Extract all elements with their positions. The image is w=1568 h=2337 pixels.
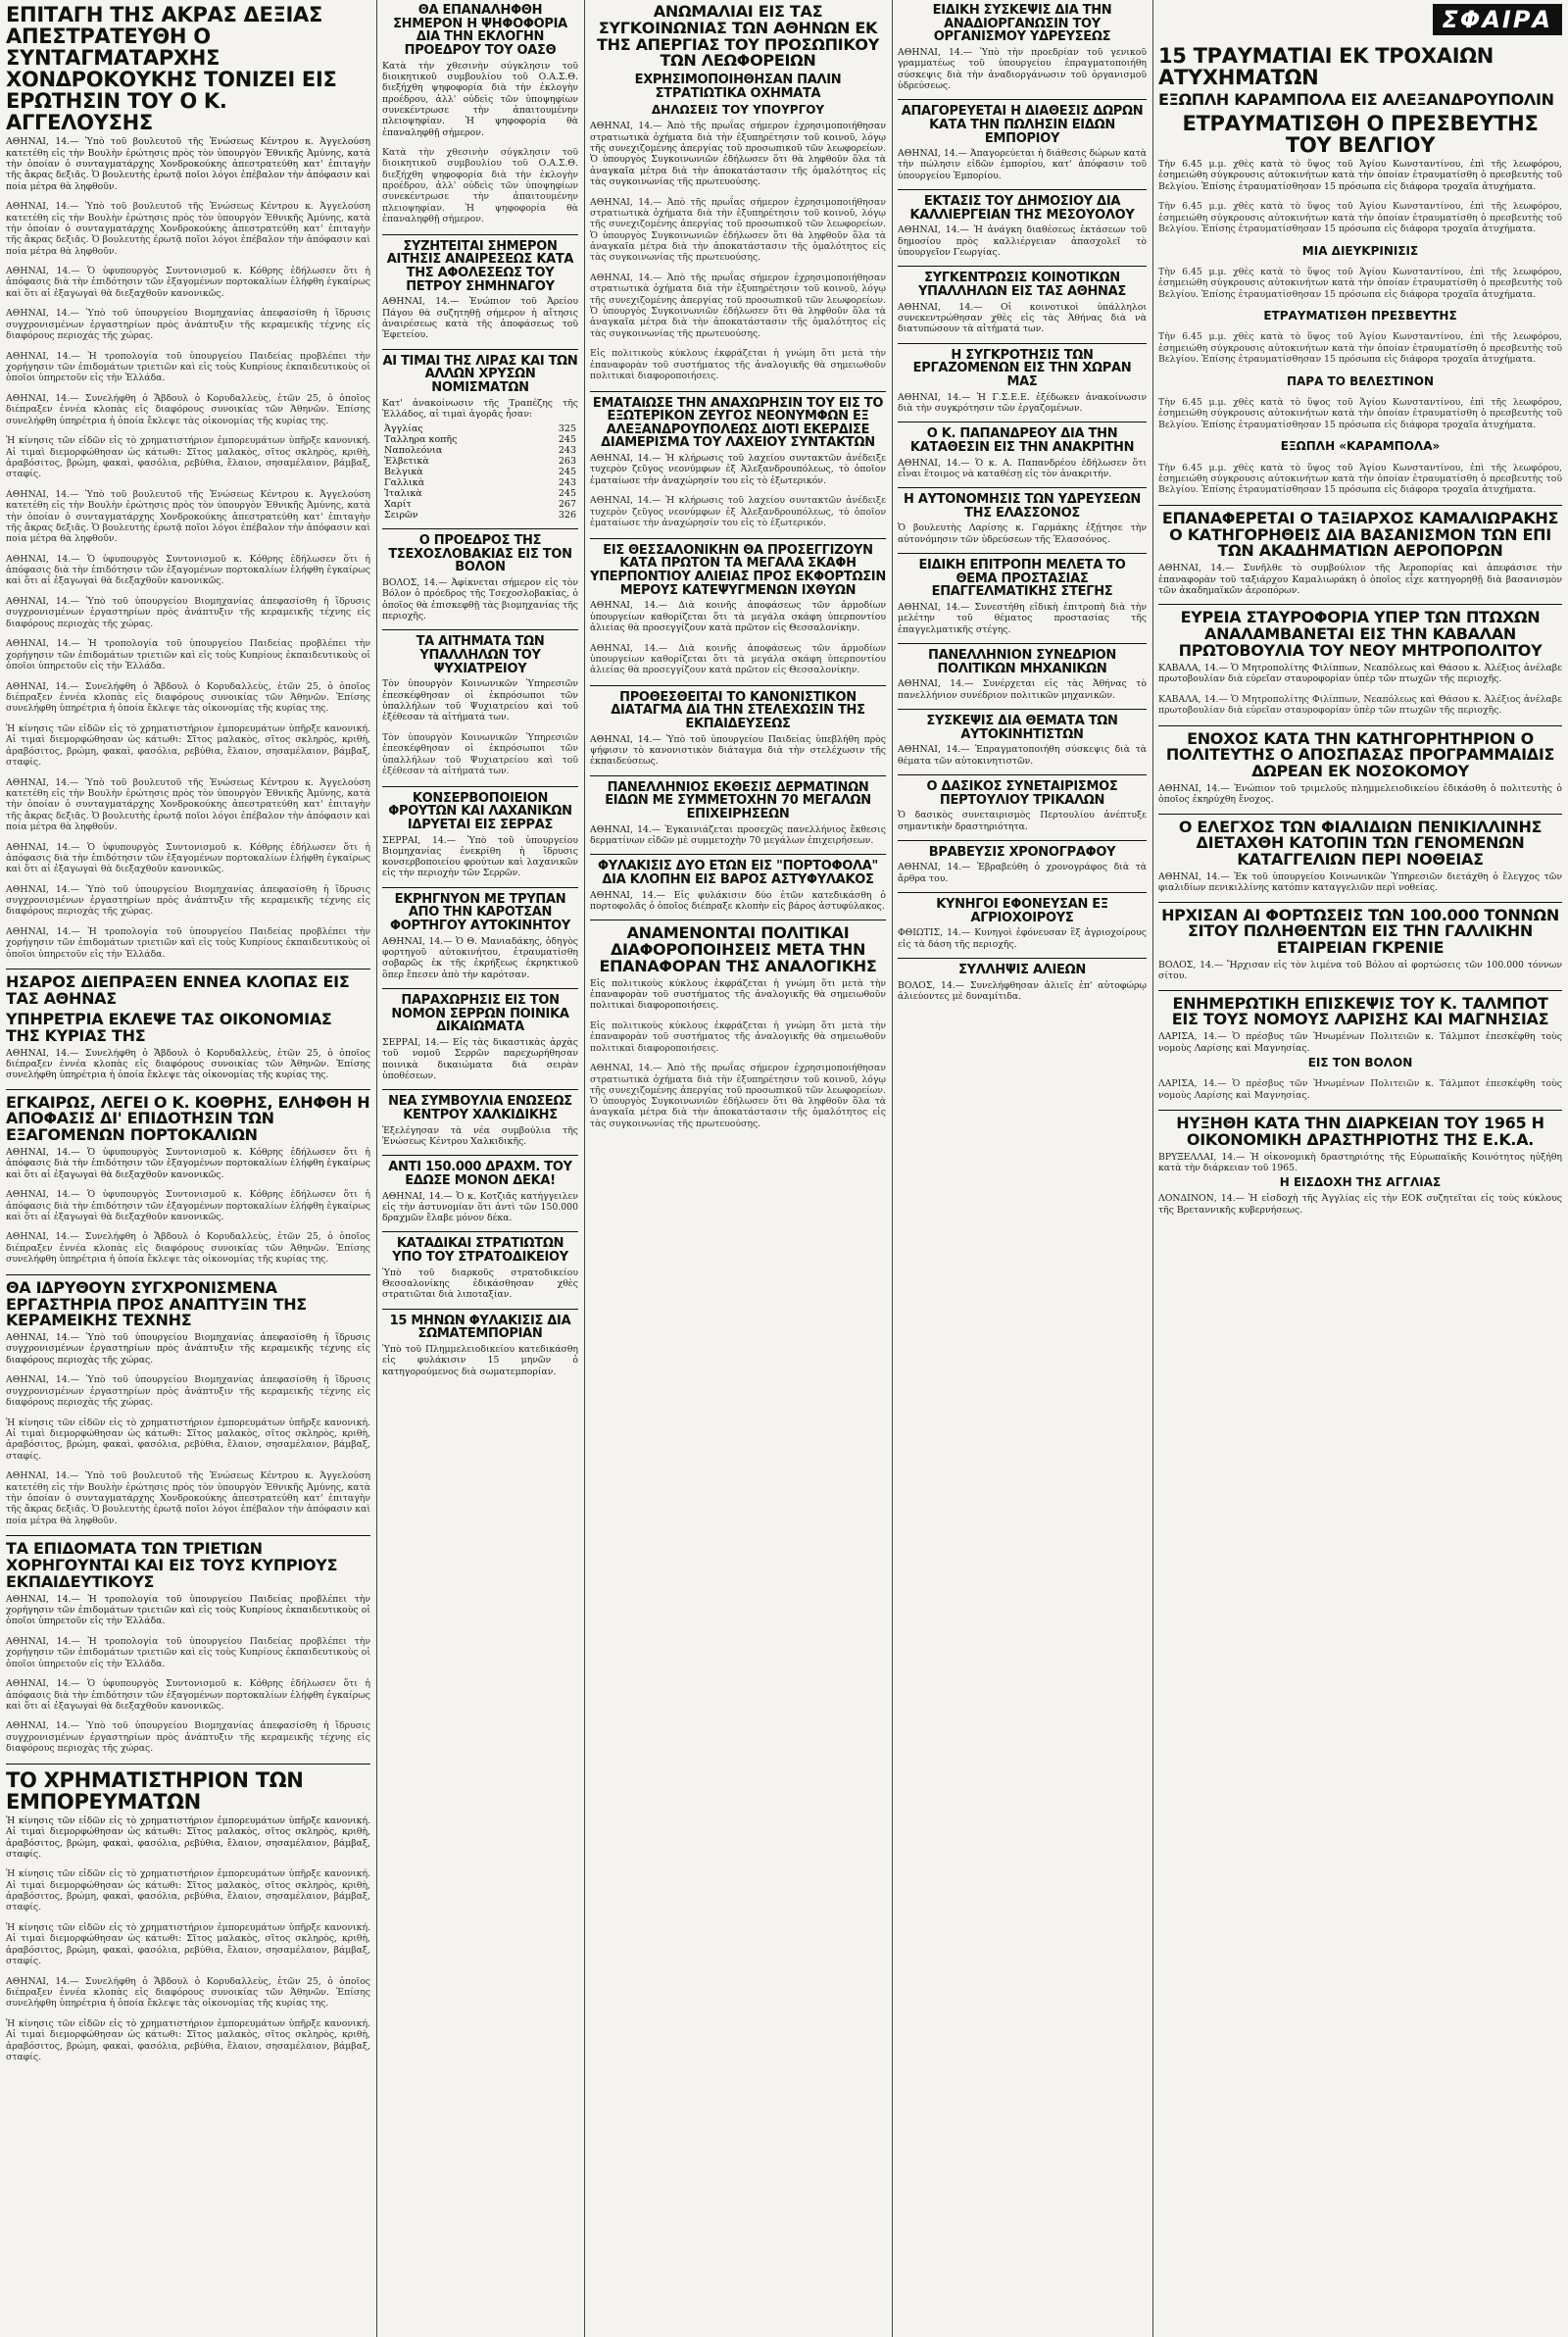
article-body: ΑΘΗΝΑΙ, 14.— Ἀπαγορεύεται ἡ διάθεσις δώρων κατὰ τὴν πώλησιν εἰδῶν ἐμπορίου, κατ' ἀπόφασιν τοῦ ὑπουργείου Ἐμπορίου. xyxy=(898,148,1147,181)
coin-price: 245 xyxy=(558,467,576,478)
article-portofolas xyxy=(590,860,886,912)
coin-price: 325 xyxy=(558,423,576,435)
article-ergazomenoi xyxy=(898,349,1147,415)
article-body-continued: ΑΘΗΝΑΙ, 14.— Ὁ ὑφυπουργὸς Συντονισμοῦ κ. Κόθρης ἐδήλωσεν ὅτι ἡ ἀπόφασις διὰ τὴν ἐπιδότησιν τῶν ἐξαγομένων πορτοκαλίων ἐλήφθη ἐγκαίρως καὶ ὅτι αἱ ἐξαγωγαὶ θὰ διεξαχθοῦν κανονικῶς. xyxy=(6,841,370,875)
headline: ΕΙΔΙΚΗ ΣΥΣΚΕΨΙΣ ΔΙΑ ΤΗΝ ΑΝΑΔΙΟΡΓΑΝΩΣΙΝ ΤΟΥ ΟΡΓΑΝΙΣΜΟΥ ΥΔΡΕΥΣΕΩΣ xyxy=(932,3,1112,45)
article-body-continued: ΑΘΗΝΑΙ, 14.— Ὁ ὑφυπουργὸς Συντονισμοῦ κ. Κόθρης ἐδήλωσεν ὅτι ἡ ἀπόφασις διὰ τὴν ἐπιδότησιν τῶν ἐξαγομένων πορτοκαλίων ἐλήφθη ἐγκαίρως καὶ ὅτι αἱ ἐξαγωγαὶ θὰ διεξαχθοῦν κανονικῶς. xyxy=(6,1189,370,1222)
headline: ΕΙΔΙΚΗ ΕΠΙΤΡΟΠΗ ΜΕΛΕΤΑ ΤΟ ΘΕΜΑ ΠΡΟΣΤΑΣΙΑΣ ΕΠΑΓΓΕΛΜΑΤΙΚΗΣ ΣΤΕΓΗΣ xyxy=(918,558,1126,600)
article-rule xyxy=(1158,725,1562,726)
article-rule xyxy=(898,643,1147,644)
article-body-continued: ΑΘΗΝΑΙ, 14.— Συνελήφθη ὁ Ἄβδουλ ὁ Κορυδαλλεὺς, ἐτῶν 25, ὁ ὁποῖος διέπραξεν ἐννέα κλοπὰς εἰς διαφόρους συνοικίας τῶν Ἀθηνῶν. Ἐπίσης συνελήφθη ὑπηρέτρια ἡ ὁποία ἔκλεψε τὰς οἰκονομίας τῆς κυρίας της. xyxy=(6,680,370,715)
article-body-continued: Ἡ κίνησις τῶν εἰδῶν εἰς τὸ χρηματιστήριον ἐμπορευμάτων ὑπῆρξε κανονική. Αἱ τιμαὶ διεμορφώθησαν ὡς κάτωθι: Σῖτος μαλακὸς, σῖτος σκληρὸς, κριθὴ, ἀραβόσιτος, βρώμη, φακαὶ, φασόλια, ρεβύθια, ἔλαιον, σησαμέλαιον, βάμβαξ, σταφίς. xyxy=(6,435,370,480)
article-rule xyxy=(898,343,1147,344)
headline: ΒΡΑΒΕΥΣΙΣ ΧΡΟΝΟΓΡΑΦΟΥ xyxy=(928,844,1116,860)
article-body: ΑΘΗΝΑΙ, 14.— Ἡ Γ.Σ.Ε.Ε. ἐξέδωκεν ἀνακοίνωσιν διὰ τὴν συγκρότησιν τῶν ἐργαζομένων. xyxy=(898,391,1147,414)
article-body-continued: ΑΘΗΝΑΙ, 14.— Ὑπὸ τοῦ ὑπουργείου Βιομηχανίας ἀπεφασίσθη ἡ ἵδρυσις συγχρονισμένων ἐργαστηρίων πρὸς ἀνάπτυξιν τῆς κεραμεικῆς τέχνης εἰς διαφόρους περιοχὰς τῆς χώρας. xyxy=(6,308,370,342)
article-rule xyxy=(898,709,1147,710)
headline: ΑΝΑΜΕΝΟΝΤΑΙ ΠΟΛΙΤΙΚΑΙ ΔΙΑΦΟΡΟΠΟΙΗΣΕΙΣ ΜΕΤΑ ΤΗΝ ΕΠΑΝΑΦΟΡΑΝ ΤΗΣ ΑΝΑΛΟΓΙΚΗΣ xyxy=(599,923,877,975)
article-body: ΛΑΡΙΣΑ, 14.— Ὁ πρέσβυς τῶν Ἡνωμένων Πολιτειῶν κ. Τάλμποτ ἐπεσκέφθη τοὺς νομοὺς Λαρίσης καὶ Μαγνησίας. xyxy=(1158,1031,1562,1054)
article-rule xyxy=(898,266,1147,267)
article-body: ΦΘΙΩΤΙΣ, 14.— Κυνηγοὶ ἐφόνευσαν ἓξ ἀγριοχοίρους εἰς τὰ δάση τῆς περιοχῆς. xyxy=(898,927,1147,950)
article-ekthesis xyxy=(590,781,886,847)
article-rule xyxy=(1158,990,1562,991)
headline: ΑΙ ΤΙΜΑΙ ΤΗΣ ΛΙΡΑΣ ΚΑΙ ΤΩΝ ΑΛΛΩΝ ΧΡΥΣΩΝ ΝΟΜΙΣΜΑΤΩΝ xyxy=(382,353,578,395)
article-body-continued: ΑΘΗΝΑΙ, 14.— Ὑπὸ τοῦ ὑπουργείου Βιομηχανίας ἀπεφασίσθη ἡ ἵδρυσις συγχρονισμένων ἐργαστηρίων πρὸς ἀνάπτυξιν τῆς κεραμεικῆς τέχνης εἰς διαφόρους περιοχὰς τῆς χώρας. xyxy=(6,1720,370,1755)
coin-price: 263 xyxy=(558,456,576,468)
article-rule xyxy=(382,629,578,630)
article-body-continued: Ἡ κίνησις τῶν εἰδῶν εἰς τὸ χρηματιστήριον ἐμπορευμάτων ὑπῆρξε κανονική. Αἱ τιμαὶ διεμορφώθησαν ὡς κάτωθι: Σῖτος μαλακὸς, σῖτος σκληρὸς, κριθὴ, ἀραβόσιτος, βρώμη, φακαὶ, φασόλια, ρεβύθια, ἔλαιον, σησαμέλαιον, βάμβαξ, σταφίς. xyxy=(6,1922,370,1967)
subheadline: ΕΤΡΑΥΜΑΤΙΣΘΗ Ο ΠΡΕΣΒΕΥΤΗΣ ΤΟΥ ΒΕΛΓΙΟΥ xyxy=(1182,111,1539,157)
article-rule xyxy=(382,1231,578,1232)
subheadline: ΕΞΩΠΛΗ ΚΑΡΑΜΠΟΛΑ ΕΙΣ ΑΛΕΞΑΝΔΡΟΥΠΟΛΙΝ xyxy=(1158,90,1554,110)
gold-price-table xyxy=(382,423,578,521)
article-rule xyxy=(1158,814,1562,815)
article-body-continued: ΑΘΗΝΑΙ, 14.— Ἀπὸ τῆς πρωΐας σήμερον ἐχρησιμοποιήθησαν στρατιωτικὰ ὀχήματα διὰ τὴν ἐξυπηρέτησιν τοῦ κοινοῦ, λόγῳ τῆς συνεχιζομένης ἀπεργίας τοῦ προσωπικοῦ τῶν λεωφορείων. Ὁ ὑπουργὸς Συγκοινωνιῶν ἐδήλωσεν ὅτι θὰ ληφθοῦν ὅλα τὰ ἀναγκαῖα μέτρα διὰ τὴν ἀποκατάστασιν τῆς ὁμαλότητος εἰς τὰς συγκοινωνίας τῆς πρωτευούσης. xyxy=(590,1063,886,1129)
article-body: ΑΘΗΝΑΙ, 14.— Ὑπὸ τοῦ ὑπουργείου Βιομηχανίας ἀπεφασίσθη ἡ ἵδρυσις συγχρονισμένων ἐργαστηρίων πρὸς ἀνάπτυξιν τῆς κεραμεικῆς τέχνης εἰς διαφόρους περιοχὰς τῆς χώρας. xyxy=(6,1332,370,1366)
article-rule xyxy=(898,840,1147,841)
headline: ΣΥΖΗΤΕΙΤΑΙ ΣΗΜΕΡΟΝ ΑΙΤΗΣΙΣ ΑΝΑΙΡΕΣΕΩΣ ΚΑΤΑ ΤΗΣ ΑΦΟΛΕΣΕΩΣ ΤΟΥ ΠΕΤΡΟΥ ΣΗΜΗΝΑΓΟΥ xyxy=(386,238,574,294)
article-body-continued: Ἡ κίνησις τῶν εἰδῶν εἰς τὸ χρηματιστήριον ἐμπορευμάτων ὑπῆρξε κανονική. Αἱ τιμαὶ διεμορφώθησαν ὡς κάτωθι: Σῖτος μαλακὸς, σῖτος σκληρὸς, κριθὴ, ἀραβόσιτος, βρώμη, φακαὶ, φασόλια, ρεβύθια, ἔλαιον, σησαμέλαιον, βάμβαξ, σταφίς. xyxy=(6,1868,370,1914)
headline: ΕΝΗΜΕΡΩΤΙΚΗ ΕΠΙΣΚΕΨΙΣ ΤΟΥ Κ. ΤΑΛΜΠΟΤ ΕΙΣ ΤΟΥΣ ΝΟΜΟΥΣ ΛΑΡΙΣΗΣ ΚΑΙ ΜΑΓΝΗΣΙΑΣ xyxy=(1171,993,1549,1029)
price-row xyxy=(382,434,578,445)
article-body: ΒΟΛΟΣ, 14.— Συνελήφθησαν ἁλιεῖς ἐπ' αὐτοφώρῳ ἁλιεύοντες μὲ δυναμίτιδα. xyxy=(898,979,1147,1003)
article-rule xyxy=(1158,902,1562,903)
article-rule xyxy=(590,685,886,686)
subheadline: ΥΠΗΡΕΤΡΙΑ ΕΚΛΕΨΕ ΤΑΣ ΟΙΚΟΝΟΜΙΑΣ ΤΗΣ ΚΥΡΙΑΣ ΤΗΣ xyxy=(6,1009,332,1045)
article-analogiki xyxy=(590,925,886,1129)
article-body-continued: ΑΘΗΝΑΙ, 14.— Συνελήφθη ὁ Ἄβδουλ ὁ Κορυδαλλεὺς, ἐτῶν 25, ὁ ὁποῖος διέπραξεν ἐννέα κλοπὰς εἰς διαφόρους συνοικίας τῶν Ἀθηνῶν. Ἐπίσης συνελήφθη ὑπηρέτρια ἡ ὁποία ἔκλεψε τὰς οἰκονομίας τῆς κυρίας της. xyxy=(6,393,370,426)
column-1 xyxy=(6,0,370,2072)
coin-name: Ναπολεόνια xyxy=(384,445,443,457)
article-body: ΛΟΝΔΙΝΟΝ, 14.— Ἡ εἰσδοχὴ τῆς Ἀγγλίας εἰς τὴν ΕΟΚ συζητεῖται εἰς τοὺς κύκλους τῆς Βρεταννικῆς κυβερνήσεως. xyxy=(1158,1193,1562,1216)
article-body: ΑΘΗΝΑΙ, 14.— Ἐνώπιον τοῦ τριμελοῦς πλημμελειοδικείου ἐδικάσθη ὁ πολιτευτὴς ὁ ὁποῖος ἐκηρύχθη ἔνοχος. xyxy=(1158,782,1562,806)
headline: ΚΟΝΣΕΡΒΟΠΟΙΕΙΟΝ ΦΡΟΥΤΩΝ ΚΑΙ ΛΑΧΑΝΙΚΩΝ ΙΔΡΥΕΤΑΙ ΕΙΣ ΣΕΡΡΑΣ xyxy=(388,790,572,832)
article-body-continued: Εἰς πολιτικοὺς κύκλους ἐκφράζεται ἡ γνώμη ὅτι μετὰ τὴν ἐπαναφορὰν τοῦ συστήματος τῆς ἀναλογικῆς θὰ σημειωθοῦν πολιτικαὶ διαφοροποιήσεις. xyxy=(590,348,886,381)
article-papandreou xyxy=(898,427,1147,479)
article-eka xyxy=(1158,1116,1562,1216)
article-epidomata xyxy=(6,1541,370,1754)
article-body-continued: ΑΘΗΝΑΙ, 14.— Ἀπὸ τῆς πρωΐας σήμερον ἐχρησιμοποιήθησαν στρατιωτικὰ ὀχήματα διὰ τὴν ἐξυπηρέτησιν τοῦ κοινοῦ, λόγῳ τῆς συνεχιζομένης ἀπεργίας τοῦ προσωπικοῦ τῶν λεωφορείων. Ὁ ὑπουργὸς Συγκοινωνιῶν ἐδήλωσεν ὅτι θὰ ληφθοῦν ὅλα τὰ ἀναγκαῖα μέτρα διὰ τὴν ἀποκατάστασιν τῆς ὁμαλότητος εἰς τὰς συγκοινωνίας τῆς πρωτευούσης. xyxy=(590,273,886,339)
article-konservopoieio xyxy=(382,792,578,879)
article-body-continued: ΑΘΗΝΑΙ, 14.— Ὑπὸ τοῦ ὑπουργείου Βιομηχανίας ἀπεφασίσθη ἡ ἵδρυσις συγχρονισμένων ἐργαστηρίων πρὸς ἀνάπτυξιν τῆς κεραμεικῆς τέχνης εἰς διαφόρους περιοχὰς τῆς χώρας. xyxy=(6,1374,370,1409)
article-body: ΑΘΗΝΑΙ, 14.— Συνελήφθη ὁ Ἄβδουλ ὁ Κορυδαλλεὺς, ἐτῶν 25, ὁ ὁποῖος διέπραξεν ἐννέα κλοπὰς εἰς διαφόρους συνοικίας τῶν Ἀθηνῶν. Ἐπίσης συνελήφθη ὑπηρέτρια ἡ ὁποία ἔκλεψε τὰς οἰκονομίας τῆς κυρίας της. xyxy=(6,1047,370,1081)
article-body: ΒΡΥΞΕΛΛΑΙ, 14.— Ἡ οἰκονομικὴ δραστηριότης τῆς Εὐρωπαϊκῆς Κοινότητος ηὐξήθη κατὰ τὴν διάρκειαν τοῦ 1965. xyxy=(1158,1151,1562,1174)
subheadline: ΕΧΡΗΣΙΜΟΠΟΙΗΘΗΣΑΝ ΠΑΛΙΝ ΣΤΡΑΤΙΩΤΙΚΑ ΟΧΗΜΑΤΑ xyxy=(634,73,842,101)
article-body-continued: ΑΘΗΝΑΙ, 14.— Συνελήφθη ὁ Ἄβδουλ ὁ Κορυδαλλεὺς, ἐτῶν 25, ὁ ὁποῖος διέπραξεν ἐννέα κλοπὰς εἰς διαφόρους συνοικίας τῶν Ἀθηνῶν. Ἐπίσης συνελήφθη ὑπηρέτρια ἡ ὁποία ἔκλεψε τὰς οἰκονομίας τῆς κυρίας της. xyxy=(6,1231,370,1266)
article-chalkidiki xyxy=(382,1095,578,1147)
article-rule xyxy=(1158,505,1562,506)
article-rule xyxy=(6,969,370,970)
article-rule xyxy=(382,234,578,235)
article-rule xyxy=(898,487,1147,488)
headline: ΗΣΑΡΟΣ ΔΙΕΠΡΑΞΕΝ ΕΝΝΕΑ ΚΛΟΠΑΣ ΕΙΣ ΤΑΣ ΑΘΗΝΑΣ xyxy=(6,972,350,1009)
headline: ΤΑ ΑΙΤΗΜΑΤΑ ΤΩΝ ΥΠΑΛΛΗΛΩΝ ΤΟΥ ΨΥΧΙΑΤΡΕΙΟΥ xyxy=(416,634,545,676)
headline: 15 ΤΡΑΥΜΑΤΙΑΙ ΕΚ ΤΡΟΧΑΙΩΝ ΑΤΥΧΗΜΑΤΩΝ xyxy=(1158,44,1494,90)
article-body: ΑΘΗΝΑΙ, 14.— Ὁ κ. Κοτζιᾶς κατήγγειλεν εἰς τὴν ἀστυνομίαν ὅτι ἀντὶ τῶν 150.000 δραχμῶν ἔλαβε μόνον δέκα. xyxy=(382,1190,578,1224)
headline: ΘΑ ΕΠΑΝΑΛΗΦΘΗ ΣΗΜΕΡΟΝ Η ΨΗΦΟΦΟΡΙΑ ΔΙΑ ΤΗΝ ΕΚΛΟΓΗΝ ΠΡΟΕΔΡΟΥ ΤΟΥ ΟΑΣΘ xyxy=(393,3,567,58)
article-leoforeia xyxy=(590,4,886,381)
article-body-continued: Εἰς πολιτικοὺς κύκλους ἐκφράζεται ἡ γνώμη ὅτι μετὰ τὴν ἐπαναφορὰν τοῦ συστήματος τῆς ἀναλογικῆς θὰ σημειωθοῦν πολιτικαὶ διαφοροποιήσεις. xyxy=(590,1019,886,1054)
article-body: ΣΕΡΡΑΙ, 14.— Εἰς τὰς δικαστικὰς ἀρχὰς τοῦ νομοῦ Σερρῶν παρεχωρήθησαν ποινικὰ δικαιώματα διὰ σειρὰν ὑποθέσεων. xyxy=(382,1036,578,1081)
headline: ΕΚΤΑΣΙΣ ΤΟΥ ΔΗΜΟΣΙΟΥ ΔΙΑ ΚΑΛΛΙΕΡΓΕΙΑΝ ΤΗΣ ΜΕΣΟΥΟΛΟΥ xyxy=(909,194,1135,223)
headline: ΠΑΝΕΛΛΗΝΙΟΣ ΕΚΘΕΣΙΣ ΔΕΡΜΑΤΙΝΩΝ ΕΙΔΩΝ ΜΕ ΣΥΜΜΕΤΟΧΗΝ 70 ΜΕΓΑΛΩΝ ΕΠΙΧΕΙΡΗΣΕΩΝ xyxy=(605,779,871,821)
article-rule xyxy=(382,1309,578,1310)
article-body-continued: Ἡ κίνησις τῶν εἰδῶν εἰς τὸ χρηματιστήριον ἐμπορευμάτων ὑπῆρξε κανονική. Αἱ τιμαὶ διεμορφώθησαν ὡς κάτωθι: Σῖτος μαλακὸς, σῖτος σκληρὸς, κριθὴ, ἀραβόσιτος, βρώμη, φακαὶ, φασόλια, ρεβύθια, ἔλαιον, σησαμέλαιον, βάμβαξ, σταφίς. xyxy=(6,1417,370,1462)
article-stegi xyxy=(898,559,1147,635)
section-subhead: ΕΤΡΑΥΜΑΤΙΣΘΗ ΠΡΕΣΒΕΥΤΗΣ xyxy=(1263,309,1457,323)
coin-price: 326 xyxy=(558,510,576,522)
headline: ΣΥΣΚΕΨΙΣ ΔΙΑ ΘΕΜΑΤΑ ΤΩΝ ΑΥΤΟΚΙΝΗΤΙΣΤΩΝ xyxy=(926,713,1118,742)
article-body: Ὑπὸ τοῦ διαρκοῦς στρατοδικείου Θεσσαλονίκης ἐδικάσθησαν χθὲς στρατιῶται διὰ λιποταξίαν. xyxy=(382,1267,578,1301)
price-row xyxy=(382,510,578,521)
article-body-continued: ΑΘΗΝΑΙ, 14.— Ὑπὸ τοῦ βουλευτοῦ τῆς Ἑνώσεως Κέντρου κ. Ἀγγελούση κατετέθη εἰς τὴν Βουλὴν ἐρώτησις πρὸς τὸν ὑπουργὸν Ἐθνικῆς Ἀμύνης, κατὰ τὴν ὁποίαν ὁ συνταγματάρχης Χονδροκούκης ἀπεστρατεύθη κατ' ἐπιταγὴν τῆς ἄκρας δεξιᾶς. Ὁ βουλευτὴς ἐρωτᾷ ποῖοι λόγοι ἐπέβαλον τὴν ἀπόφασιν καὶ ποία μέτρα θὰ ληφθοῦν. xyxy=(6,201,370,257)
article-body-continued: ΑΘΗΝΑΙ, 14.— Ἡ τροπολογία τοῦ ὑπουργείου Παιδείας προβλέπει τὴν χορήγησιν τῶν ἐπιδομάτων τριετιῶν καὶ εἰς τοὺς Κυπρίους ἐκπαιδευτικοὺς οἱ ὁποῖοι ὑπηρετοῦν εἰς τὴν Ἑλλάδα. xyxy=(6,638,370,672)
headline: ΗΡΧΙΣΑΝ ΑΙ ΦΟΡΤΩΣΕΙΣ ΤΩΝ 100.000 ΤΟΝΝΩΝ ΣΙΤΟΥ ΠΩΛΗΘΕΝΤΩΝ ΕΙΣ ΤΗΝ ΓΑΛΛΙΚΗΝ ΕΤΑΙΡΕΙΑΝ ΓΚΡΕΝΙΕ xyxy=(1161,905,1559,958)
article-rule xyxy=(898,892,1147,893)
article-dora xyxy=(898,105,1147,181)
headline: ΚΥΝΗΓΟΙ ΕΦΟΝΕΥΣΑΝ ΕΞ ΑΓΡΙΟΧΟΙΡΟΥΣ xyxy=(936,897,1108,925)
article-somatemporia xyxy=(382,1315,578,1377)
column-2 xyxy=(382,0,578,1385)
article-rule xyxy=(6,1535,370,1536)
article-body: ΚΑΒΑΛΑ, 14.— Ὁ Μητροπολίτης Φιλίππων, Νεαπόλεως καὶ Θάσου κ. Ἀλέξιος ἀνέλαβε πρωτοβουλίαν διὰ εὐρεῖαν σταυροφορίαν ὑπὲρ τῶν πτωχῶν τῆς περιοχῆς. xyxy=(1158,662,1562,684)
article-vraveusis xyxy=(898,846,1147,884)
article-body: Κατ' ἀνακοίνωσιν τῆς Τραπέζης τῆς Ἑλλάδος, αἱ τιμαὶ ἀγορᾶς ἦσαν: xyxy=(382,397,578,420)
article-body: ΒΟΛΟΣ, 14.— Ἀφίκνεται σήμερον εἰς τὸν Βόλον ὁ πρόεδρος τῆς Τσεχοσλοβακίας, ὁ ὁποῖος θὰ ἐπισκεφθῇ τὰς βιομηχανίας τῆς περιοχῆς. xyxy=(382,577,578,622)
headline: ΕΥΡΕΙΑ ΣΤΑΥΡΟΦΟΡΙΑ ΥΠΕΡ ΤΩΝ ΠΤΩΧΩΝ ΑΝΑΛΑΜΒΑΝΕΤΑΙ ΕΙΣ ΤΗΝ ΚΑΒΑΛΑΝ ΠΡΩΤΟΒΟΥΛΙΑ ΤΟΥ ΝΕΟΥ ΜΗΤΡΟΠΟΛΙΤΟΥ xyxy=(1178,608,1543,660)
article-rule xyxy=(382,349,578,350)
article-body: ΑΘΗΝΑΙ, 14.— Διὰ κοινῆς ἀποφάσεως τῶν ἁρμοδίων ὑπουργείων καθορίζεται ὅτι τὰ μεγάλα σκάφη ὑπερποντίου ἁλιείας θὰ προσεγγίζουν κατὰ πρῶτον εἰς Θεσσαλονίκην. xyxy=(590,600,886,633)
section-subhead: ΕΙΣ ΤΟΝ ΒΟΛΟΝ xyxy=(1307,1055,1413,1069)
article-rule xyxy=(898,553,1147,554)
column-5 xyxy=(1158,0,1562,1223)
article-body-continued: ΛΑΡΙΣΑ, 14.— Ὁ πρέσβυς τῶν Ἡνωμένων Πολιτειῶν κ. Τάλμποτ ἐπεσκέφθη τοὺς νομοὺς Λαρίσης καὶ Μαγνησίας. xyxy=(1158,1078,1562,1101)
article-rule xyxy=(6,1274,370,1275)
article-body-continued: Τὴν 6.45 μ.μ. χθὲς κατὰ τὸ ὕψος τοῦ Ἁγίου Κωνσταντίνου, ἐπὶ τῆς λεωφόρου, ἐσημειώθη σύγκρουσις αὐτοκινήτων κατὰ τὴν ὁποίαν ἐτραυματίσθη ὁ πρεσβευτὴς τοῦ Βελγίου. Ἐπίσης ἐτραυματίσθησαν 15 πρόσωπα εἰς διάφορα τροχαῖα ἀτυχήματα. xyxy=(1158,266,1562,300)
section-subhead: ΠΑΡΑ ΤΟ ΒΕΛΕΣΤΙΝΟΝ xyxy=(1286,373,1435,388)
article-anairesis xyxy=(382,240,578,341)
article-laxeio xyxy=(590,397,886,529)
article-rule xyxy=(898,774,1147,775)
article-body-continued: Τὴν 6.45 μ.μ. χθὲς κατὰ τὸ ὕψος τοῦ Ἁγίου Κωνσταντίνου, ἐπὶ τῆς λεωφόρου, ἐσημειώθη σύγκρουσις αὐτοκινήτων κατὰ τὴν ὁποίαν ἐτραυματίσθη ὁ πρεσβευτὴς τοῦ Βελγίου. Ἐπίσης ἐτραυματίσθησαν 15 πρόσωπα εἰς διάφορα τροχαῖα ἀτυχήματα. xyxy=(1158,397,1562,430)
column-divider xyxy=(892,0,893,2337)
price-row xyxy=(382,456,578,467)
headline: ΑΠΑΓΟΡΕΥΕΤΑΙ Η ΔΙΑΘΕΣΙΣ ΔΩΡΩΝ ΚΑΤΑ ΤΗΝ ΠΩΛΗΣΙΝ ΕΙΔΩΝ ΕΜΠΟΡΙΟΥ xyxy=(901,104,1144,146)
article-body: Ὑπὸ τοῦ Πλημμελειοδικείου κατεδικάσθη εἰς φυλάκισιν 15 μηνῶν ὁ κατηγορούμενος διὰ σωματεμπορίαν. xyxy=(382,1344,578,1377)
article-body: ΑΘΗΝΑΙ, 14.— Ὁ κ. Α. Παπανδρέου ἐδήλωσεν ὅτι εἶναι ἕτοιμος νὰ καταθέσῃ εἰς τὸν ἀνακριτήν. xyxy=(898,457,1147,479)
coin-price: 267 xyxy=(558,499,576,511)
price-row xyxy=(382,445,578,456)
headline: ΑΝΩΜΑΛΙΑΙ ΕΙΣ ΤΑΣ ΣΥΓΚΟΙΝΩΝΙΑΣ ΤΩΝ ΑΘΗΝΩΝ ΕΚ ΤΗΣ ΑΠΕΡΓΙΑΣ ΤΟΥ ΠΡΟΣΩΠΙΚΟΥ ΤΩΝ ΛΕΩΦΟΡΕΙΩΝ xyxy=(596,2,880,71)
article-rule xyxy=(898,99,1147,100)
article-body: ΑΘΗΝΑΙ, 14.— Ἐκ τοῦ ὑπουργείου Κοινωνικῶν Ὑπηρεσιῶν διετάχθη ὁ ἔλεγχος τῶν φιαλιδίων πενικιλλίνης κατόπιν καταγγελιῶν περὶ νοθείας. xyxy=(1158,870,1562,894)
coin-price: 245 xyxy=(558,488,576,500)
article-rule xyxy=(382,1155,578,1156)
column-divider xyxy=(584,0,585,2337)
article-klopai xyxy=(6,974,370,1080)
article-150000 xyxy=(382,1161,578,1223)
headline: ΕΝΟΧΟΣ ΚΑΤΑ ΤΗΝ ΚΑΤΗΓΟΡΗΤΗΡΙΟΝ Ο ΠΟΛΙΤΕΥΤΗΣ Ο ΑΠΟΣΠΑΣΑΣ ΠΡΟΓΡΑΜΜΑΙΔΙΣ ΔΩΡΕΑΝ ΕΚ ΝΟΣΟΚΟΜΟΥ xyxy=(1165,728,1555,781)
price-row xyxy=(382,499,578,510)
article-tsechoslovakia xyxy=(382,534,578,622)
article-body-continued: ΚΑΒΑΛΑ, 14.— Ὁ Μητροπολίτης Φιλίππων, Νεαπόλεως καὶ Θάσου κ. Ἀλέξιος ἀνέλαβε πρωτοβουλίαν διὰ εὐρεῖαν σταυροφορίαν ὑπὲρ τῶν πτωχῶν τῆς περιοχῆς. xyxy=(1158,693,1562,716)
article-pertouli xyxy=(898,780,1147,832)
article-rule xyxy=(382,887,578,888)
headline: ΑΝΤΙ 150.000 ΔΡΑΧΜ. ΤΟΥ ΕΔΩΣΕ ΜΟΝΟΝ ΔΕΚΑ! xyxy=(388,1160,572,1188)
article-body-continued: ΑΘΗΝΑΙ, 14.— Ἡ κλήρωσις τοῦ λαχείου συντακτῶν ἀνέδειξε τυχερὸν ζεῦγος νεονύμφων ἐξ Ἀλεξανδρουπόλεως, τὸ ὁποῖον ἐματαίωσε τὴν ἀναχώρησίν του εἰς τὸ ἐξωτερικόν. xyxy=(590,495,886,529)
headline: ΠΑΡΑΧΩΡΗΣΙΣ ΕΙΣ ΤΟΝ ΝΟΜΟΝ ΣΕΡΡΩΝ ΠΟΙΝΙΚΑ ΔΙΚΑΙΩΜΑΤΑ xyxy=(391,993,569,1035)
article-stratodikeio xyxy=(382,1237,578,1300)
article-kamaliorakis xyxy=(1158,508,1562,596)
article-rule xyxy=(898,422,1147,423)
headline: Ο ΕΛΕΓΧΟΣ ΤΩΝ ΦΙΑΛΙΔΙΩΝ ΠΕΝΙΚΙΛΛΙΝΗΣ ΔΙΕΤΑΧΘΗ ΚΑΤΟΠΙΝ ΤΩΝ ΓΕΝΟΜΕΝΩΝ ΚΑΤΑΓΓΕΛΙΩΝ ΠΕΡΙ ΝΟΘΕΙΑΣ xyxy=(1178,817,1543,870)
section-logo: ΣΦΑΙΡΑ xyxy=(1433,4,1562,35)
coin-name: Ἑλβετικὰ xyxy=(384,456,429,468)
article-ekrixi xyxy=(382,893,578,980)
article-body-continued: ΑΘΗΝΑΙ, 14.— Ὁ ὑφυπουργὸς Συντονισμοῦ κ. Κόθρης ἐδήλωσεν ὅτι ἡ ἀπόφασις διὰ τὴν ἐπιδότησιν τῶν ἐξαγομένων πορτοκαλίων ἐλήφθη ἐγκαίρως καὶ ὅτι αἱ ἐξαγωγαὶ θὰ διεξαχθοῦν κανονικῶς. xyxy=(6,553,370,587)
article-elassona xyxy=(898,493,1147,545)
article-portokalia xyxy=(6,1092,370,1266)
headline: ΕΜΑΤΑΙΩΣΕ ΤΗΝ ΑΝΑΧΩΡΗΣΙΝ ΤΟΥ ΕΙΣ ΤΟ ΕΞΩΤΕΡΙΚΟΝ ΖΕΥΓΟΣ ΝΕΟΝΥΜΦΩΝ ΕΞ ΑΛΕΞΑΝΔΡΟΥΠΟΛΕΩΣ ΔΙΟΤΙ ΕΚΕΡΔΙΣΕ ΔΙΑΜΕΡΙΣΜΑ ΤΟΥ ΛΑΧΕΙΟΥ ΣΥΝΤΑΚΤΩΝ xyxy=(592,395,884,451)
article-body-continued: Τὴν 6.45 μ.μ. χθὲς κατὰ τὸ ὕψος τοῦ Ἁγίου Κωνσταντίνου, ἐπὶ τῆς λεωφόρου, ἐσημειώθη σύγκρουσις αὐτοκινήτων κατὰ τὴν ὁποίαν ἐτραυματίσθη ὁ πρεσβευτὴς τοῦ Βελγίου. Ἐπίσης ἐτραυματίσθησαν 15 πρόσωπα εἰς διάφορα τροχαῖα ἀτυχήματα. xyxy=(1158,462,1562,496)
headline: Ο ΔΑΣΙΚΟΣ ΣΥΝΕΤΑΙΡΙΣΜΟΣ ΠΕΡΤΟΥΛΙΟΥ ΤΡΙΚΑΛΩΝ xyxy=(926,778,1118,808)
article-body-continued: ΑΘΗΝΑΙ, 14.— Ὁ ὑφυπουργὸς Συντονισμοῦ κ. Κόθρης ἐδήλωσεν ὅτι ἡ ἀπόφασις διὰ τὴν ἐπιδότησιν τῶν ἐξαγομένων πορτοκαλίων ἐλήφθη ἐγκαίρως καὶ ὅτι αἱ ἐξαγωγαὶ θὰ διεξαχθοῦν κανονικῶς. xyxy=(6,266,370,299)
article-rule xyxy=(382,988,578,989)
article-body-continued: ΑΘΗΝΑΙ, 14.— Ὑπὸ τοῦ ὑπουργείου Βιομηχανίας ἀπεφασίσθη ἡ ἵδρυσις συγχρονισμένων ἐργαστηρίων πρὸς ἀνάπτυξιν τῆς κεραμεικῆς τέχνης εἰς διαφόρους περιοχὰς τῆς χώρας. xyxy=(6,883,370,918)
article-body: Τὴν 6.45 μ.μ. χθὲς κατὰ τὸ ὕψος τοῦ Ἁγίου Κωνσταντίνου, ἐπὶ τῆς λεωφόρου, ἐσημειώθη σύγκρουσις αὐτοκινήτων κατὰ τὴν ὁποίαν ἐτραυματίσθη ὁ πρεσβευτὴς τοῦ Βελγίου. Ἐπίσης ἐτραυματίσθησαν 15 πρόσωπα εἰς διάφορα τροχαῖα ἀτυχήματα. xyxy=(1158,158,1562,192)
article-rule xyxy=(590,775,886,776)
article-chrimatistirion xyxy=(6,1769,370,2064)
headline: Η ΑΥΤΟΝΟΜΗΣΙΣ ΤΩΝ ΥΔΡΕΥΣΕΩΝ ΤΗΣ ΕΛΑΣΣΟΝΟΣ xyxy=(904,492,1141,521)
article-lira xyxy=(382,355,578,522)
headline: ΕΓΚΑΙΡΩΣ, ΛΕΓΕΙ Ο Κ. ΚΟΘΡΗΣ, ΕΛΗΦΘΗ Η ΑΠΟΦΑΣΙΣ ΔΙ' ΕΠΙΔΟΤΗΣΙΝ ΤΩΝ ΕΞΑΓΟΜΕΝΩΝ ΠΟΡΤΟΚΑΛΙΩΝ xyxy=(6,1092,370,1145)
article-body: ΑΘΗΝΑΙ, 14.— Ἡ τροπολογία τοῦ ὑπουργείου Παιδείας προβλέπει τὴν χορήγησιν τῶν ἐπιδομάτων τριετιῶν καὶ εἰς τοὺς Κυπρίους ἐκπαιδευτικοὺς οἱ ὁποῖοι ὑπηρετοῦν εἰς τὴν Ἑλλάδα. xyxy=(6,1593,370,1627)
article-body: Ἡ κίνησις τῶν εἰδῶν εἰς τὸ χρηματιστήριον ἐμπορευμάτων ὑπῆρξε κανονική. Αἱ τιμαὶ διεμορφώθησαν ὡς κάτωθι: Σῖτος μαλακὸς, σῖτος σκληρὸς, κριθὴ, ἀραβόσιτος, βρώμη, φακαὶ, φασόλια, ρεβύθια, ἔλαιον, σησαμέλαιον, βάμβαξ, σταφίς. xyxy=(6,1815,370,1860)
article-rule xyxy=(590,854,886,855)
article-rule xyxy=(6,1764,370,1765)
article-ektasis xyxy=(898,195,1147,258)
headline: ΕΙΣ ΘΕΣΣΑΛΟΝΙΚΗΝ ΘΑ ΠΡΟΣΕΓΓΙΖΟΥΝ ΚΑΤΑ ΠΡΩΤΟΝ ΤΑ ΜΕΓΑΛΑ ΣΚΑΦΗ ΥΠΕΡΠΟΝΤΙΟΥ ΑΛΙΕΙΑΣ ΠΡΟΣ ΕΚΦΟΡΤΩΣΙΝ ΜΕΡΟΥΣ ΚΑΤΕΨΥΓΜΕΝΩΝ ΙΧΘΥΩΝ xyxy=(590,542,886,598)
column-divider xyxy=(376,0,377,2337)
headline: ΤΟ ΧΡΗΜΑΤΙΣΤΗΡΙΟΝ ΤΩΝ ΕΜΠΟΡΕΥΜΑΤΩΝ xyxy=(6,1767,304,1814)
coin-name: Χαρίτ xyxy=(384,499,412,511)
article-talmpot xyxy=(1158,993,1562,1101)
article-body: ΑΘΗΝΑΙ, 14.— Ἐπραγματοποιήθη σύσκεψις διὰ τὰ θέματα τῶν αὐτοκινητιστῶν. xyxy=(898,744,1147,767)
column-3 xyxy=(590,0,886,1138)
price-row xyxy=(382,467,578,477)
coin-name: Βελγικὰ xyxy=(384,467,423,478)
headline: 15 ΜΗΝΩΝ ΦΥΛΑΚΙΣΙΣ ΔΙΑ ΣΩΜΑΤΕΜΠΟΡΙΑΝ xyxy=(389,1313,571,1342)
price-row xyxy=(382,423,578,434)
article-body-continued: ΑΘΗΝΑΙ, 14.— Ὑπὸ τοῦ βουλευτοῦ τῆς Ἑνώσεως Κέντρου κ. Ἀγγελούση κατετέθη εἰς τὴν Βουλὴν ἐρώτησις πρὸς τὸν ὑπουργὸν Ἐθνικῆς Ἀμύνης, κατὰ τὴν ὁποίαν ὁ συνταγματάρχης Χονδροκούκης ἀπεστρατεύθη κατ' ἐπιταγὴν τῆς ἄκρας δεξιᾶς. Ὁ βουλευτὴς ἐρωτᾷ ποῖοι λόγοι ἐπέβαλον τὴν ἀπόφασιν καὶ ποία μέτρα θὰ ληφθοῦν. xyxy=(6,1470,370,1526)
article-body: ΑΘΗΝΑΙ, 14.— Οἱ κοινοτικοὶ ὑπάλληλοι συνεκεντρώθησαν χθὲς εἰς τὰς Ἀθήνας διὰ νὰ διατυπώσουν τὰ αἰτήματά των. xyxy=(898,301,1147,335)
article-oasth xyxy=(382,4,578,224)
headline: ΕΚΡΗΓΝΥΟΝ ΜΕ ΤΡΥΠΑΝ ΑΠΟ ΤΗΝ ΚΑΡΟΤΣΑΝ ΦΟΡΤΗΓΟΥ ΑΥΤΟΚΙΝΗΤΟΥ xyxy=(389,891,571,934)
article-alieia xyxy=(590,544,886,676)
article-body: Ὁ δασικὸς συνεταιρισμὸς Περτουλίου ἀνέπτυξε σημαντικὴν δραστηριότητα. xyxy=(898,810,1147,832)
article-koinotikoi xyxy=(898,272,1147,334)
coin-name: Ταλληρα κοπῆς xyxy=(384,434,458,446)
headline: ΚΑΤΑΔΙΚΑΙ ΣΤΡΑΤΙΩΤΩΝ ΥΠΟ ΤΟΥ ΣΤΡΑΤΟΔΙΚΕΙΟΥ xyxy=(392,1236,568,1266)
article-penikillini xyxy=(1158,817,1562,894)
article-ydreusi xyxy=(898,4,1147,91)
article-body-continued: ΑΘΗΝΑΙ, 14.— Διὰ κοινῆς ἀποφάσεως τῶν ἁρμοδίων ὑπουργείων καθορίζεται ὅτι τὰ μεγάλα σκάφη ὑπερποντίου ἁλιείας θὰ προσεγγίζουν κατὰ πρῶτον εἰς Θεσσαλονίκην. xyxy=(590,642,886,676)
article-body: ΑΘΗΝΑΙ, 14.— Συνέρχεται εἰς τὰς Ἀθήνας τὸ πανελλήνιον συνέδριον πολιτικῶν μηχανικῶν. xyxy=(898,678,1147,701)
article-rule xyxy=(590,538,886,539)
headline: ΗΥΞΗΘΗ ΚΑΤΑ ΤΗΝ ΔΙΑΡΚΕΙΑΝ ΤΟΥ 1965 Η ΟΙΚΟΝΟΜΙΚΗ ΔΡΑΣΤΗΡΙΟΤΗΣ ΤΗΣ Ε.Κ.Α. xyxy=(1176,1114,1544,1149)
article-body-continued: ΑΘΗΝΑΙ, 14.— Ἡ τροπολογία τοῦ ὑπουργείου Παιδείας προβλέπει τὴν χορήγησιν τῶν ἐπιδομάτων τριετιῶν καὶ εἰς τοὺς Κυπρίους ἐκπαιδευτικοὺς οἱ ὁποῖοι ὑπηρετοῦν εἰς τὴν Ἑλλάδα. xyxy=(6,350,370,384)
article-body-continued: ΑΘΗΝΑΙ, 14.— Ὁ ὑφυπουργὸς Συντονισμοῦ κ. Κόθρης ἐδήλωσεν ὅτι ἡ ἀπόφασις διὰ τὴν ἐπιδότησιν τῶν ἐξαγομένων πορτοκαλίων ἐλήφθη ἐγκαίρως καὶ ὅτι αἱ ἐξαγωγαὶ θὰ διεξαχθοῦν κανονικῶς. xyxy=(6,1678,370,1712)
article-body: Ἐξελέγησαν τὰ νέα συμβούλια τῆς Ἑνώσεως Κέντρου Χαλκιδικῆς. xyxy=(382,1124,578,1147)
article-kynigoi xyxy=(898,898,1147,950)
headline: ΠΑΝΕΛΛΗΝΙΟΝ ΣΥΝΕΔΡΙΟΝ ΠΟΛΙΤΙΚΩΝ ΜΗΧΑΝΙΚΩΝ xyxy=(928,648,1116,676)
coin-price: 245 xyxy=(558,434,576,446)
article-rule xyxy=(898,958,1147,959)
section-subhead: ΕΞΩΠΛΗ «ΚΑΡΑΜΠΟΛΑ» xyxy=(1280,439,1441,454)
article-rule xyxy=(1158,604,1562,605)
coin-name: Ἀγγλίας xyxy=(384,423,423,435)
coin-price: 243 xyxy=(558,477,576,489)
article-body: ΑΘΗΝΑΙ, 14.— Συνεστήθη εἰδικὴ ἐπιτροπὴ διὰ τὴν μελέτην τοῦ θέματος προστασίας τῆς ἐπαγγελματικῆς στέγης. xyxy=(898,602,1147,635)
article-body: ΑΘΗΝΑΙ, 14.— Εἰς φυλάκισιν δύο ἐτῶν κατεδικάσθη ὁ πορτοφολᾶς ὁ ὁποῖος διέπραξε κλοπὴν εἰς βάρος ἀστυφύλακος. xyxy=(590,889,886,912)
article-body: ΑΘΗΝΑΙ, 14.— Ἐνώπιον τοῦ Ἀρείου Πάγου θὰ συζητηθῇ σήμερον ἡ αἴτησις ἀναιρέσεως κατὰ τῆς ἀποφάσεως τοῦ Ἐφετείου. xyxy=(382,296,578,341)
article-rule xyxy=(898,189,1147,190)
article-body-continued: ΑΘΗΝΑΙ, 14.— Ὑπὸ τοῦ ὑπουργείου Βιομηχανίας ἀπεφασίσθη ἡ ἵδρυσις συγχρονισμένων ἐργαστηρίων πρὸς ἀνάπτυξιν τῆς κεραμεικῆς τέχνης εἰς διαφόρους περιοχὰς τῆς χώρας. xyxy=(6,596,370,629)
article-body-continued: Κατὰ τὴν χθεσινὴν σύγκλησιν τοῦ διοικητικοῦ συμβουλίου τοῦ Ο.Α.Σ.Θ. διεξήχθη ψηφοφορία διὰ τὴν ἐκλογὴν προέδρου, ἀλλ' οὐδεὶς τῶν ὑποψηφίων συνεκέντρωσε τὴν ἀπαιτουμένην πλειοψηφίαν. Ἡ ψηφοφορία θὰ ἐπαναληφθῇ σήμερον. xyxy=(382,147,578,225)
coin-name: Σειρῶν xyxy=(384,510,418,522)
headline: ΦΥΛΑΚΙΣΙΣ ΔΥΟ ΕΤΩΝ ΕΙΣ "ΠΟΡΤΟΦΟΛΑ" ΔΙΑ ΚΛΟΠΗΝ ΕΙΣ ΒΑΡΟΣ ΑΣΤΥΦΥΛΑΚΟΣ xyxy=(598,859,878,887)
article-diatagma xyxy=(590,691,886,768)
article-politeutis xyxy=(1158,728,1562,806)
headline: Ο Κ. ΠΑΠΑΝΔΡΕΟΥ ΔΙΑ ΤΗΝ ΚΑΤΑΘΕΣΙΝ ΕΙΣ ΤΗΝ ΑΝΑΚΡΙΤΗΝ xyxy=(909,426,1135,455)
headline: Η ΣΥΓΚΡΟΤΗΣΙΣ ΤΩΝ ΕΡΓΑΖΟΜΕΝΩΝ ΕΙΣ ΤΗΝ ΧΩΡΑΝ ΜΑΣ xyxy=(912,347,1132,389)
article-rule xyxy=(1158,1110,1562,1111)
article-body: ΑΘΗΝΑΙ, 14.— Ἐγκαινιάζεται προσεχῶς πανελλήνιος ἔκθεσις δερματίνων εἰδῶν μὲ συμμετοχὴν 70 μεγάλων ἐπιχειρήσεων. xyxy=(590,823,886,846)
article-body-continued: ΑΘΗΝΑΙ, 14.— Ὑπὸ τοῦ βουλευτοῦ τῆς Ἑνώσεως Κέντρου κ. Ἀγγελούση κατετέθη εἰς τὴν Βουλὴν ἐρώτησις πρὸς τὸν ὑπουργὸν Ἐθνικῆς Ἀμύνης, κατὰ τὴν ὁποίαν ὁ συνταγματάρχης Χονδροκούκης ἀπεστρατεύθη κατ' ἐπιταγὴν τῆς ἄκρας δεξιᾶς. Ὁ βουλευτὴς ἐρωτᾷ ποῖοι λόγοι ἐπέβαλον τὴν ἀπόφασιν καὶ ποία μέτρα θὰ ληφθοῦν. xyxy=(6,776,370,832)
article-rule xyxy=(382,528,578,529)
article-body-continued: ΑΘΗΝΑΙ, 14.— Συνελήφθη ὁ Ἄβδουλ ὁ Κορυδαλλεὺς, ἐτῶν 25, ὁ ὁποῖος διέπραξεν ἐννέα κλοπὰς εἰς διαφόρους συνοικίας τῶν Ἀθηνῶν. Ἐπίσης συνελήφθη ὑπηρέτρια ἡ ὁποία ἔκλεψε τὰς οἰκονομίας τῆς κυρίας της. xyxy=(6,1975,370,2010)
section-subhead: Η ΕΙΣΔΟΧΗ ΤΗΣ ΑΓΓΛΙΑΣ xyxy=(1279,1175,1442,1190)
article-body-continued: ΑΘΗΝΑΙ, 14.— Ἀπὸ τῆς πρωΐας σήμερον ἐχρησιμοποιήθησαν στρατιωτικὰ ὀχήματα διὰ τὴν ἐξυπηρέτησιν τοῦ κοινοῦ, λόγῳ τῆς συνεχιζομένης ἀπεργίας τοῦ προσωπικοῦ τῶν λεωφορείων. Ὁ ὑπουργὸς Συγκοινωνιῶν ἐδήλωσεν ὅτι θὰ ληφθοῦν ὅλα τὰ ἀναγκαῖα μέτρα διὰ τὴν ἀποκατάστασιν τῆς ὁμαλότητος εἰς τὰς συγκοινωνίας τῆς πρωτευούσης. xyxy=(590,196,886,264)
headline: ΣΥΓΚΕΝΤΡΩΣΙΣ ΚΟΙΝΟΤΙΚΩΝ ΥΠΑΛΛΗΛΩΝ ΕΙΣ ΤΑΣ ΑΘΗΝΑΣ xyxy=(918,271,1126,300)
article-body: ΑΘΗΝΑΙ, 14.— Ὑπὸ τοῦ βουλευτοῦ τῆς Ἑνώσεως Κέντρου κ. Ἀγγελούση κατετέθη εἰς τὴν Βουλὴν ἐρώτησις πρὸς τὸν ὑπουργὸν Ἐθνικῆς Ἀμύνης, κατὰ τὴν ὁποίαν ὁ συνταγματάρχης Χονδροκούκης ἀπεστρατεύθη κατ' ἐπιταγὴν τῆς ἄκρας δεξιᾶς. Ὁ βουλευτὴς ἐρωτᾷ ποῖοι λόγοι ἐπέβαλον τὴν ἀπόφασιν καὶ ποία μέτρα θὰ ληφθοῦν. xyxy=(6,136,370,192)
article-body-continued: Ἡ κίνησις τῶν εἰδῶν εἰς τὸ χρηματιστήριον ἐμπορευμάτων ὑπῆρξε κανονική. Αἱ τιμαὶ διεμορφώθησαν ὡς κάτωθι: Σῖτος μαλακὸς, σῖτος σκληρὸς, κριθὴ, ἀραβόσιτος, βρώμη, φακαὶ, φασόλια, ρεβύθια, ἔλαιον, σησαμέλαιον, βάμβαξ, σταφίς. xyxy=(6,722,370,768)
section-subhead: ΜΙΑ ΔΙΕΥΚΡΙΝΙΣΙΣ xyxy=(1301,243,1419,258)
article-body: ΑΘΗΝΑΙ, 14.— Ἐβραβεύθη ὁ χρονογράφος διὰ τὰ ἄρθρα του. xyxy=(898,862,1147,884)
article-rule xyxy=(590,391,886,392)
coin-price: 243 xyxy=(558,445,576,457)
article-body: ΑΘΗΝΑΙ, 14.— Ἡ ἀνάγκη διαθέσεως ἐκτάσεων τοῦ δημοσίου πρὸς καλλιέργειαν ἀπασχολεῖ τὸ ὑπουργεῖον Γεωργίας. xyxy=(898,224,1147,259)
article-troxaia xyxy=(1158,0,1562,496)
article-body-continued: Ἡ κίνησις τῶν εἰδῶν εἰς τὸ χρηματιστήριον ἐμπορευμάτων ὑπῆρξε κανονική. Αἱ τιμαὶ διεμορφώθησαν ὡς κάτωθι: Σῖτος μαλακὸς, σῖτος σκληρὸς, κριθὴ, ἀραβόσιτος, βρώμη, φακαὶ, φασόλια, ρεβύθια, ἔλαιον, σησαμέλαιον, βάμβαξ, σταφίς. xyxy=(6,2017,370,2063)
article-rule xyxy=(6,1089,370,1090)
article-sitos xyxy=(1158,905,1562,982)
article-body: ΒΟΛΟΣ, 14.— Ἤρχισαν εἰς τὸν λιμένα τοῦ Βόλου αἱ φορτώσεις τῶν 100.000 τόννων σίτου. xyxy=(1158,960,1562,982)
article-apostrateusis xyxy=(6,4,370,960)
article-body-continued: ΑΘΗΝΑΙ, 14.— Ἡ τροπολογία τοῦ ὑπουργείου Παιδείας προβλέπει τὴν χορήγησιν τῶν ἐπιδομάτων τριετιῶν καὶ εἰς τοὺς Κυπρίους ἐκπαιδευτικοὺς οἱ ὁποῖοι ὑπηρετοῦν εἰς τὴν Ἑλλάδα. xyxy=(6,1635,370,1669)
article-body-continued: ΑΘΗΝΑΙ, 14.— Ὑπὸ τοῦ βουλευτοῦ τῆς Ἑνώσεως Κέντρου κ. Ἀγγελούση κατετέθη εἰς τὴν Βουλὴν ἐρώτησις πρὸς τὸν ὑπουργὸν Ἐθνικῆς Ἀμύνης, κατὰ τὴν ὁποίαν ὁ συνταγματάρχης Χονδροκούκης ἀπεστρατεύθη κατ' ἐπιταγὴν τῆς ἄκρας δεξιᾶς. Ὁ βουλευτὴς ἐρωτᾷ ποῖοι λόγοι ἐπέβαλον τὴν ἀπόφασιν καὶ ποία μέτρα θὰ ληφθοῦν. xyxy=(6,488,370,545)
headline: ΕΠΑΝΑΦΕΡΕΤΑΙ Ο ΤΑΞΙΑΡΧΟΣ ΚΑΜΑΛΙΩΡΑΚΗΣ Ο ΚΑΤΗΓΟΡΗΘΕΙΣ ΔΙΑ ΒΑΣΑΝΙΣΜΟΝ ΤΩΝ ΕΠΙ ΤΩΝ ΑΚΑΔΗΜΑΤΙΩΝ ΑΕΡΟΠΟΡΩΝ xyxy=(1161,508,1559,561)
subheadline: ΔΗΛΩΣΕΙΣ ΤΟΥ ΥΠΟΥΡΓΟΥ xyxy=(651,103,825,118)
headline: ΝΕΑ ΣΥΜΒΟΥΛΙΑ ΕΝΩΣΕΩΣ ΚΕΝΤΡΟΥ ΧΑΛΚΙΔΙΚΗΣ xyxy=(388,1094,572,1122)
article-body: Κατὰ τὴν χθεσινὴν σύγκλησιν τοῦ διοικητικοῦ συμβουλίου τοῦ Ο.Α.Σ.Θ. διεξήχθη ψηφοφορία διὰ τὴν ἐκλογὴν προέδρου, ἀλλ' οὐδεὶς τῶν ὑποψηφίων συνεκέντρωσε τὴν ἀπαιτουμένην πλειοψηφίαν. Ἡ ψηφοφορία θὰ ἐπαναληφθῇ σήμερον. xyxy=(382,60,578,138)
coin-name: Γαλλικὰ xyxy=(384,477,425,489)
article-body: ΣΕΡΡΑΙ, 14.— Ὑπὸ τοῦ ὑπουργείου Βιομηχανίας ἐνεκρίθη ἡ ἵδρυσις κονσερβοποιείου φρούτων καὶ λαχανικῶν εἰς τὴν περιοχὴν τῶν Σερρῶν. xyxy=(382,834,578,879)
article-body: ΑΘΗΝΑΙ, 14.— Ἡ κλήρωσις τοῦ λαχείου συντακτῶν ἀνέδειξε τυχερὸν ζεῦγος νεονύμφων ἐξ Ἀλεξανδρουπόλεως, τὸ ὁποῖον ἐματαίωσε τὴν ἀναχώρησίν του εἰς τὸ ἐξωτερικόν. xyxy=(590,453,886,486)
article-autokinitistes xyxy=(898,715,1147,767)
headline: ΕΠΙΤΑΓΗ ΤΗΣ ΑΚΡΑΣ ΔΕΞΙΑΣ ΑΠΕΣΤΡΑΤΕΥΘΗ Ο ΣΥΝΤΑΓΜΑΤΑΡΧΗΣ ΧΟΝΔΡΟΚΟΥΚΗΣ ΤΟΝΙΖΕΙ ΕΙΣ ΕΡΩΤΗΣΙΝ ΤΟΥ Ο Κ. ΑΓΓΕΛΟΥΣΗΣ xyxy=(6,3,337,135)
article-body: ΑΘΗΝΑΙ, 14.— Ὁ ὑφυπουργὸς Συντονισμοῦ κ. Κόθρης ἐδήλωσεν ὅτι ἡ ἀπόφασις διὰ τὴν ἐπιδότησιν τῶν ἐξαγομένων πορτοκαλίων ἐλήφθη ἐγκαίρως καὶ ὅτι αἱ ἐξαγωγαὶ θὰ διεξαχθοῦν κανονικῶς. xyxy=(6,1146,370,1180)
headline: ΣΥΛΛΗΨΙΣ ΑΛΙΕΩΝ xyxy=(958,963,1086,978)
column-4 xyxy=(898,0,1147,1010)
price-row xyxy=(382,488,578,499)
headline: ΘΑ ΙΔΡΥΘΟΥΝ ΣΥΓΧΡΟΝΙΣΜΕΝΑ ΕΡΓΑΣΤΗΡΙΑ ΠΡΟΣ ΑΝΑΠΤΥΞΙΝ ΤΗΣ ΚΕΡΑΜΕΙΚΗΣ ΤΕΧΝΗΣ xyxy=(6,1277,307,1330)
article-body: ΑΘΗΝΑΙ, 14.— Ἀπὸ τῆς πρωΐας σήμερον ἐχρησιμοποιήθησαν στρατιωτικὰ ὀχήματα διὰ τὴν ἐξυπηρέτησιν τοῦ κοινοῦ, λόγῳ τῆς συνεχιζομένης ἀπεργίας τοῦ προσωπικοῦ τῶν λεωφορείων. Ὁ ὑπουργὸς Συγκοινωνιῶν ἐδήλωσεν ὅτι θὰ ληφθοῦν ὅλα τὰ ἀναγκαῖα μέτρα διὰ τὴν ἀποκατάστασιν τῆς ὁμαλότητος εἰς τὰς συγκοινωνίας τῆς πρωτευούσης. xyxy=(590,121,886,188)
article-serres xyxy=(382,994,578,1081)
article-body-continued: Τὴν 6.45 μ.μ. χθὲς κατὰ τὸ ὕψος τοῦ Ἁγίου Κωνσταντίνου, ἐπὶ τῆς λεωφόρου, ἐσημειώθη σύγκρουσις αὐτοκινήτων κατὰ τὴν ὁποίαν ἐτραυματίσθη ὁ πρεσβευτὴς τοῦ Βελγίου. Ἐπίσης ἐτραυματίσθησαν 15 πρόσωπα εἰς διάφορα τροχαῖα ἀτυχήματα. xyxy=(1158,331,1562,366)
article-body: ΑΘΗΝΑΙ, 14.— Ὑπὸ τὴν προεδρίαν τοῦ γενικοῦ γραμματέως τοῦ ὑπουργείου ἐπραγματοποιήθη σύσκεψις διὰ τὴν ἀναδιοργάνωσιν τοῦ ὀργανισμοῦ ὑδρεύσεως. xyxy=(898,46,1147,91)
article-body: ΑΘΗΝΑΙ, 14.— Ὁ Θ. Μανιαδάκης, ὁδηγὸς φορτηγοῦ αὐτοκινήτου, ἐτραυματίσθη σοβαρῶς ἐκ τῆς ἐκρήξεως ἐκρηκτικοῦ ὅπερ ἔπεσεν ἀπὸ τὴν καρότσαν. xyxy=(382,935,578,980)
article-mixanikoi xyxy=(898,649,1147,701)
article-body: ΑΘΗΝΑΙ, 14.— Ὑπὸ τοῦ ὑπουργείου Παιδείας ὑπεβλήθη πρὸς ψήφισιν τὸ κανονιστικὸν διάταγμα διὰ τὴν στελέχωσιν τῆς ἐκπαιδεύσεως. xyxy=(590,733,886,768)
article-kerameiki xyxy=(6,1277,370,1526)
headline: Ο ΠΡΟΕΔΡΟΣ ΤΗΣ ΤΣΕΧΟΣΛΟΒΑΚΙΑΣ ΕΙΣ ΤΟΝ ΒΟΛΟΝ xyxy=(388,533,572,575)
price-row xyxy=(382,477,578,488)
article-body-continued: ΑΘΗΝΑΙ, 14.— Ἡ τροπολογία τοῦ ὑπουργείου Παιδείας προβλέπει τὴν χορήγησιν τῶν ἐπιδομάτων τριετιῶν καὶ εἰς τοὺς Κυπρίους ἐκπαιδευτικοὺς οἱ ὁποῖοι ὑπηρετοῦν εἰς τὴν Ἑλλάδα. xyxy=(6,926,370,960)
article-rule xyxy=(382,786,578,787)
headline: ΠΡΟΘΕΣΘΕΙΤΑΙ ΤΟ ΚΑΝΟΝΙΣΤΙΚΟΝ ΔΙΑΤΑΓΜΑ ΔΙΑ ΤΗΝ ΣΤΕΛΕΧΩΣΙΝ ΤΗΣ ΕΚΠΑΙΔΕΥΣΕΩΣ xyxy=(611,689,865,732)
article-body: Τὸν ὑπουργὸν Κοινωνικῶν Ὑπηρεσιῶν ἐπεσκέφθησαν οἱ ἐκπρόσωποι τῶν ὑπαλλήλων τοῦ Ψυχιατρείου καὶ τοῦ ἐξέθεσαν τὰ αἰτήματά των. xyxy=(382,678,578,723)
article-body: Εἰς πολιτικοὺς κύκλους ἐκφράζεται ἡ γνώμη ὅτι μετὰ τὴν ἐπαναφορὰν τοῦ συστήματος τῆς ἀναλογικῆς θὰ σημειωθοῦν πολιτικαὶ διαφοροποιήσεις. xyxy=(590,977,886,1012)
article-body: ΑΘΗΝΑΙ, 14.— Συνῆλθε τὸ συμβούλιον τῆς Ἀεροπορίας καὶ ἀπεφάσισε τὴν ἐπαναφορὰν τοῦ ταξιάρχου Καμαλιωράκη ὁ ὁποῖος εἶχε κατηγορηθῇ διὰ βασανισμὸν τῶν ἀκαδημαϊκῶν ἀεροπόρων. xyxy=(1158,563,1562,596)
article-body-continued: Τὴν 6.45 μ.μ. χθὲς κατὰ τὸ ὕψος τοῦ Ἁγίου Κωνσταντίνου, ἐπὶ τῆς λεωφόρου, ἐσημειώθη σύγκρουσις αὐτοκινήτων κατὰ τὴν ὁποίαν ἐτραυματίσθη ὁ πρεσβευτὴς τοῦ Βελγίου. Ἐπίσης ἐτραυματίσθησαν 15 πρόσωπα εἰς διάφορα τροχαῖα ἀτυχήματα. xyxy=(1158,201,1562,234)
article-body: Ὁ βουλευτὴς Λαρίσης κ. Γαρμάκης ἐξῄτησε τὴν αὐτονόμησιν τῶν ὑδρεύσεων τῆς Ἐλασσόνος. xyxy=(898,522,1147,545)
coin-name: Ἰταλικὰ xyxy=(384,488,422,500)
article-body-continued: Τὸν ὑπουργὸν Κοινωνικῶν Ὑπηρεσιῶν ἐπεσκέφθησαν οἱ ἐκπρόσωποι τῶν ὑπαλλήλων τοῦ Ψυχιατρείου καὶ τοῦ ἐξέθεσαν τὰ αἰτήματά των. xyxy=(382,731,578,776)
article-kavala xyxy=(1158,610,1562,716)
article-psychiatreio xyxy=(382,635,578,776)
column-divider xyxy=(1152,0,1153,2337)
article-rule xyxy=(382,1089,578,1090)
headline: ΤΑ ΕΠΙΔΟΜΑΤΑ ΤΩΝ ΤΡΙΕΤΙΩΝ ΧΟΡΗΓΟΥΝΤΑΙ ΚΑΙ ΕΙΣ ΤΟΥΣ ΚΥΠΡΙΟΥΣ ΕΚΠΑΙΔΕΥΤΙΚΟΥΣ xyxy=(6,1539,338,1591)
article-alieis xyxy=(898,964,1147,1002)
